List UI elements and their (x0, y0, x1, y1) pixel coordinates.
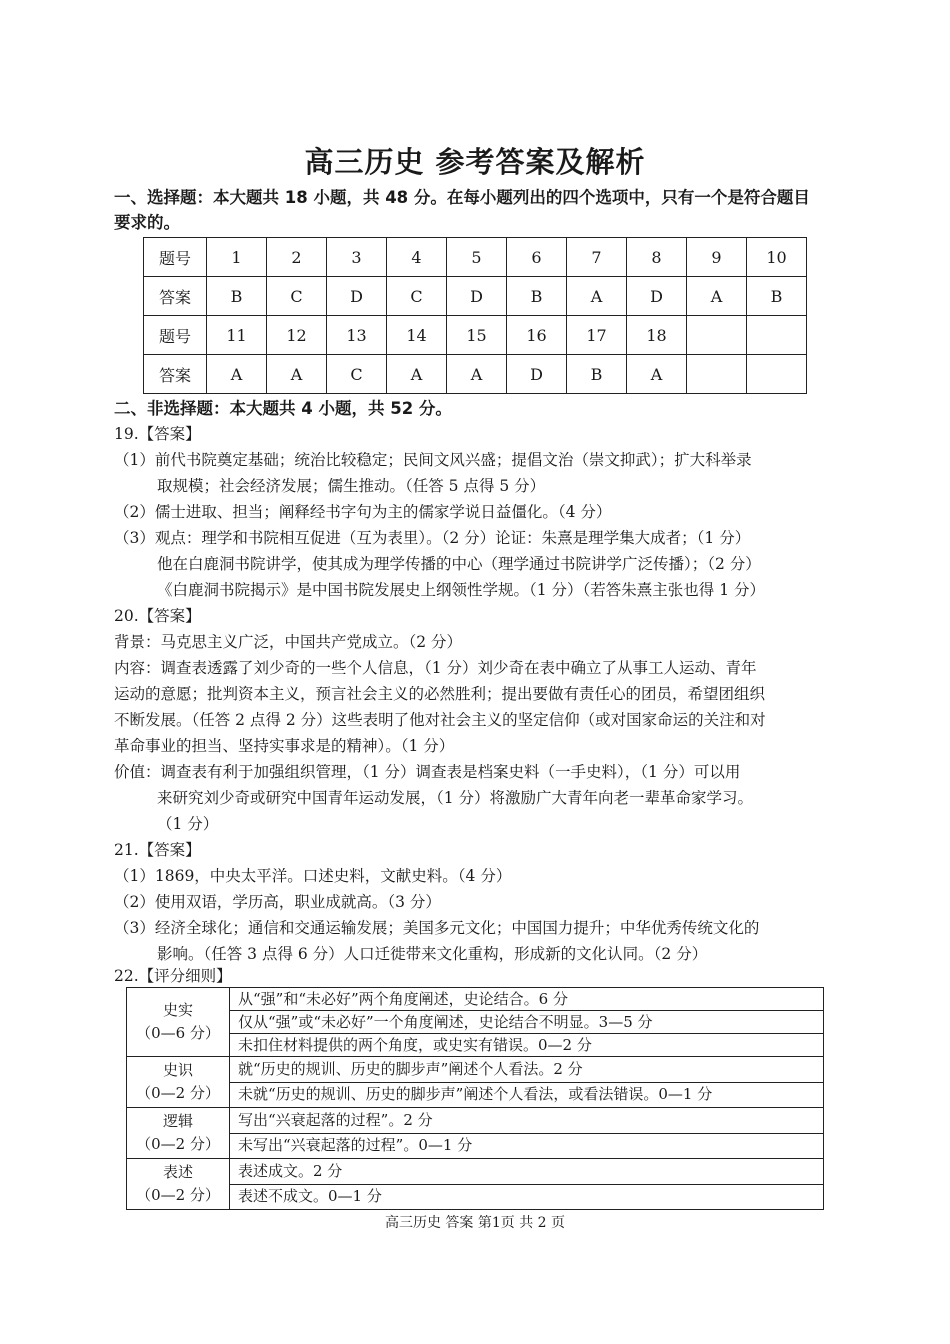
rubric-criterion: 从“强”和“未必好”两个角度阐述，史论结合。6 分 (230, 988, 824, 1011)
rubric-category-facts (127, 988, 230, 1057)
q19-p3-line3: 《白鹿洞书院揭示》是中国书院发展史上纲领性学规。（1 分）（若答朱熹主张也得 1 分） (157, 581, 766, 599)
table-cell: 8 (627, 238, 687, 277)
rubric-category-score: （0—2 分） (136, 1186, 220, 1204)
table-cell: 12 (267, 316, 327, 355)
section2-heading: 二、非选择题：本大题共 4 小题，共 52 分。 (114, 399, 452, 418)
table-cell: A (447, 355, 507, 394)
rubric-criterion: 就“历史的规训、历史的脚步声”阐述个人看法。2 分 (230, 1057, 824, 1083)
table-cell: A (627, 355, 687, 394)
table-cell: 16 (507, 316, 567, 355)
table-cell: 6 (507, 238, 567, 277)
q21-p1: （1）1869，中央太平洋。口述史料，文献史料。（4 分） (114, 867, 512, 885)
rubric-criterion: 表述不成文。0—1 分 (230, 1184, 824, 1210)
table-cell: 11 (207, 316, 267, 355)
q19-p3-line2: 他在白鹿洞书院讲学，使其成为理学传播的中心（理学通过书院讲学广泛传播）；（2 分） (157, 555, 761, 573)
q22-heading: 22.【评分细则】 (114, 967, 232, 985)
table-row-numbers-1 (144, 238, 807, 277)
rubric-category-score: （0—2 分） (136, 1084, 220, 1102)
q20-content-line4: 革命事业的担当、坚持实事求是的精神）。（1 分） (114, 737, 455, 755)
table-row (127, 1108, 824, 1134)
rubric-category-name: 逻辑 (162, 1112, 193, 1130)
table-cell-label: 答案 (144, 277, 207, 316)
table-cell: 17 (567, 316, 627, 355)
q20-value-line2: 来研究刘少奇或研究中国青年运动发展，（1 分）将激励广大青年向老一辈革命家学习。 (157, 789, 754, 807)
page-title: 高三历史 参考答案及解析 (304, 145, 646, 179)
rubric-category-name: 表述 (162, 1163, 193, 1181)
table-cell: B (567, 355, 627, 394)
table-row (127, 1034, 824, 1057)
table-cell: 4 (387, 238, 447, 277)
table-cell-label: 题号 (144, 238, 207, 277)
table-cell: 9 (687, 238, 747, 277)
q21-p3-line2: 影响。（任答 3 点得 6 分）人口迁徙带来文化重构，形成新的文化认同。（2 分） (157, 945, 708, 963)
table-cell: 1 (207, 238, 267, 277)
q20-background: 背景：马克思主义广泛，中国共产党成立。（2 分） (114, 633, 463, 651)
table-cell: 15 (447, 316, 507, 355)
table-cell: 14 (387, 316, 447, 355)
table-cell: D (327, 277, 387, 316)
rubric-category-score: （0—2 分） (136, 1135, 220, 1153)
table-cell: D (507, 355, 567, 394)
table-cell: C (267, 277, 327, 316)
section1-heading-line2: 要求的。 (114, 213, 180, 232)
page-footer: 高三历史 答案 第1页 共 2 页 (384, 1215, 566, 1231)
q19-p3-line1: （3）观点：理学和书院相互促进（互为表里）。（2 分）论证：朱熹是理学集大成者；（1 分） (114, 529, 751, 547)
rubric-category-insight (127, 1057, 230, 1108)
table-cell-label: 题号 (144, 316, 207, 355)
table-cell: A (567, 277, 627, 316)
q19-p2: （2）儒士进取、担当；阐释经书字句为主的儒家学说日益僵化。（4 分） (114, 503, 612, 521)
rubric-criterion: 仅从“强”或“未必好”一个角度阐述，史论结合不明显。3—5 分 (230, 1011, 824, 1034)
q21-p3-line1: （3）经济全球化；通信和交通运输发展；美国多元文化；中国国力提升；中华优秀传统文化的 (114, 919, 760, 937)
rubric-category-logic (127, 1108, 230, 1159)
section1-heading (114, 185, 838, 235)
q19-p1-line2: 取规模；社会经济发展；儒生推动。（任答 5 点得 5 分） (157, 477, 546, 495)
rubric-category-expression (127, 1159, 230, 1210)
table-row (127, 988, 824, 1011)
table-cell: 5 (447, 238, 507, 277)
table-cell: A (687, 277, 747, 316)
table-cell: B (507, 277, 567, 316)
table-cell (687, 316, 747, 355)
rubric-category-name: 史实 (162, 1001, 193, 1019)
q19-heading: 19.【答案】 (114, 425, 201, 443)
table-row (127, 1184, 824, 1210)
q21-heading: 21.【答案】 (114, 841, 201, 859)
table-cell: 3 (327, 238, 387, 277)
table-cell: 2 (267, 238, 327, 277)
q20-value-line1: 价值：调查表有利于加强组织管理，（1 分）调查表是档案史料（一手史料），（1 分）可以用 (114, 763, 741, 781)
table-row (127, 1133, 824, 1159)
table-row (127, 1011, 824, 1034)
q20-value-line3: （1 分） (157, 815, 219, 833)
table-row-numbers-2 (144, 316, 807, 355)
table-row (127, 1159, 824, 1185)
table-cell: D (447, 277, 507, 316)
table-row (127, 1082, 824, 1108)
q20-content-line2: 运动的意愿；批判资本主义，预言社会主义的必然胜利；提出要做有责任心的团员，希望团组织 (114, 685, 766, 703)
table-cell: 13 (327, 316, 387, 355)
table-cell: B (207, 277, 267, 316)
table-cell: A (207, 355, 267, 394)
rubric-criterion: 未就“历史的规训、历史的脚步声”阐述个人看法，或看法错误。0—1 分 (230, 1082, 824, 1108)
table-cell (747, 316, 807, 355)
table-cell: 18 (627, 316, 687, 355)
table-cell-label: 答案 (144, 355, 207, 394)
q20-heading: 20.【答案】 (114, 607, 201, 625)
q20-content-line3: 不断发展。（任答 2 点得 2 分）这些表明了他对社会主义的坚定信仰（或对国家命运的关注和对 (114, 711, 766, 729)
table-cell: C (387, 277, 447, 316)
table-cell: C (327, 355, 387, 394)
table-cell: D (627, 277, 687, 316)
rubric-criterion: 未扣住材料提供的两个角度，或史实有错误。0—2 分 (230, 1034, 824, 1057)
table-cell (747, 355, 807, 394)
rubric-criterion: 表述成文。2 分 (230, 1159, 824, 1185)
q20-content-line1: 内容：调查表透露了刘少奇的一些个人信息，（1 分）刘少奇在表中确立了从事工人运动、青年 (114, 659, 757, 677)
rubric-criterion: 未写出“兴衰起落的过程”。0—1 分 (230, 1133, 824, 1159)
table-cell: A (267, 355, 327, 394)
table-cell (687, 355, 747, 394)
q19-p1-line1: （1）前代书院奠定基础；统治比较稳定；民间文风兴盛；提倡文治（崇文抑武）；扩大科举录 (114, 451, 752, 469)
table-cell: 7 (567, 238, 627, 277)
rubric-criterion: 写出“兴衰起落的过程”。2 分 (230, 1108, 824, 1134)
rubric-category-name: 史识 (162, 1061, 193, 1079)
choice-answer-table (143, 237, 807, 394)
grading-rubric-table (126, 987, 824, 1210)
table-row (127, 1057, 824, 1083)
rubric-category-score: （0—6 分） (136, 1024, 220, 1042)
section1-heading-line1: 一、选择题：本大题共 18 小题，共 48 分。在每小题列出的四个选项中，只有一个是符合题目 (114, 188, 810, 207)
table-row-answers-1 (144, 277, 807, 316)
table-cell: 10 (747, 238, 807, 277)
table-cell: B (747, 277, 807, 316)
q21-p2: （2）使用双语，学历高，职业成就高。（3 分） (114, 893, 441, 911)
table-row-answers-2 (144, 355, 807, 394)
table-cell: A (387, 355, 447, 394)
